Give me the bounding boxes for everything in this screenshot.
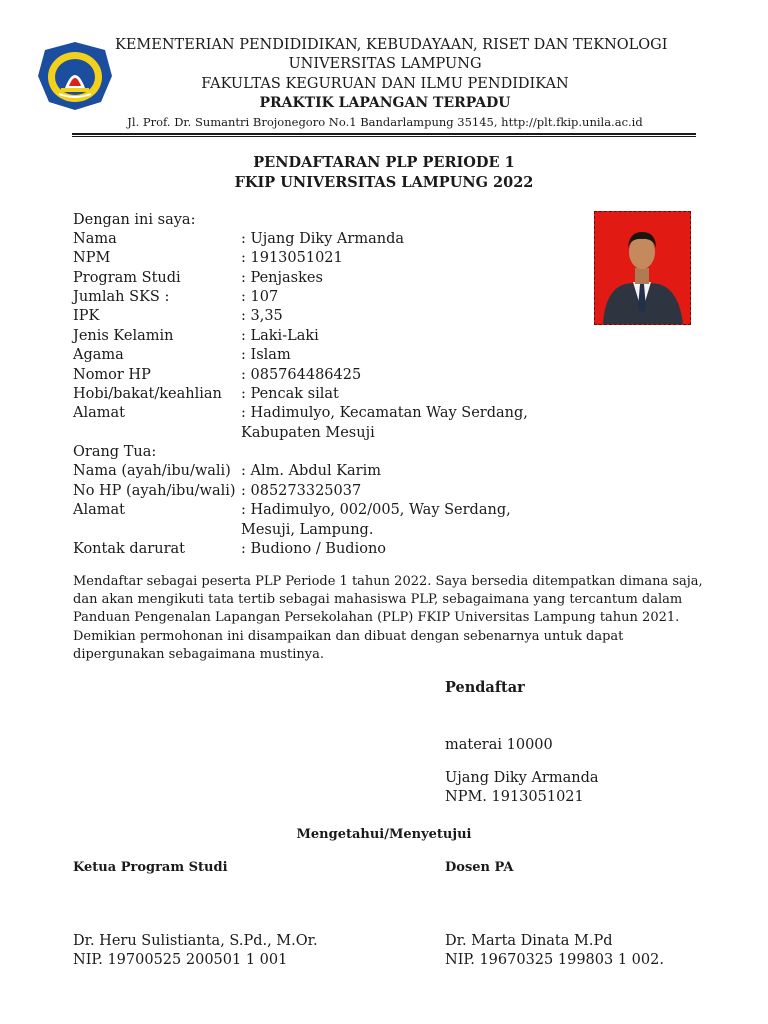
field-label-hobi: Hobi/bakat/keahlian — [73, 386, 222, 402]
university-name: UNIVERSITAS LAMPUNG — [288, 56, 482, 72]
faculty-name: FAKULTAS KEGURUAN DAN ILMU PENDIDIKAN — [201, 76, 569, 92]
advisor-title: Dosen PA — [445, 860, 514, 875]
field-label-jenis-kelamin: Jenis Kelamin — [73, 328, 174, 344]
field-label-ipk: IPK — [73, 308, 100, 324]
program-name: PRAKTIK LAPANGAN TERPADU — [259, 95, 511, 111]
field-label-agama: Agama — [73, 347, 124, 363]
statement-line: Mendaftar sebagai peserta PLP Periode 1 tahun 2022. Saya bersedia ditempatkan dimana saja, — [73, 574, 703, 589]
field-value-alamat-wali: : Hadimulyo, 002/005, Way Serdang, — [241, 502, 511, 518]
statement-line: Demikian permohonan ini disampaikan dan dibuat dengan sebenarnya untuk dapat — [73, 628, 624, 644]
stamp-duty-note: materai 10000 — [445, 737, 553, 753]
field-label-nama: Nama — [73, 231, 117, 247]
parents-heading: Orang Tua: — [73, 444, 157, 460]
field-label-program-studi: Program Studi — [73, 270, 181, 286]
field-label-sks: Jumlah SKS : — [73, 289, 170, 305]
statement-line: dipergunakan sebagaimana mustinya. — [73, 646, 325, 662]
statement-line: Panduan Pengenalan Lapangan Persekolahan (PLP) FKIP Universitas Lampung tahun 2021. — [73, 610, 680, 626]
head-of-program-name: Dr. Heru Sulistianta, S.Pd., M.Or. — [73, 933, 318, 949]
applicant-photo — [594, 211, 691, 325]
institution-address: Jl. Prof. Dr. Sumantri Brojonegoro No.1 Bandarlampung 35145, http://plt.fkip.unila.ac.id — [127, 115, 643, 129]
field-value-hp-wali: : 085273325037 — [241, 483, 362, 499]
applicant-name: Ujang Diky Armanda — [445, 770, 599, 786]
advisor-name: Dr. Marta Dinata M.Pd — [445, 933, 613, 949]
field-value-kontak-darurat: : Budiono / Budiono — [241, 541, 387, 557]
field-value-program-studi: : Penjaskes — [241, 270, 323, 286]
field-label-npm: NPM — [73, 250, 111, 266]
field-value-agama: : Islam — [241, 347, 291, 363]
header-divider-thin — [72, 136, 696, 137]
statement-line: dan akan mengikuti tata tertib sebagai mahasiswa PLP, sebagaimana yang tercantum dalam — [73, 592, 683, 608]
applicant-npm: NPM. 1913051021 — [445, 789, 584, 805]
field-label-nomor-hp: Nomor HP — [73, 367, 151, 383]
header-divider — [72, 133, 696, 135]
field-value-alamat-line2: Kabupaten Mesuji — [241, 425, 375, 441]
field-label-alamat: Alamat — [73, 405, 125, 421]
statement-paragraph — [73, 573, 713, 664]
field-label-nama-wali: Nama (ayah/ibu/wali) — [73, 463, 231, 479]
field-value-nama-wali: : Alm. Abdul Karim — [241, 463, 381, 479]
university-logo — [35, 40, 115, 112]
field-label-hp-wali: No HP (ayah/ibu/wali) — [73, 483, 236, 499]
intro-text: Dengan ini saya: — [73, 212, 196, 228]
field-value-npm: : 1913051021 — [241, 250, 343, 266]
field-value-nama: : Ujang Diky Armanda — [241, 231, 404, 247]
ministry-name: KEMENTERIAN PENDIDIDIKAN, KEBUDAYAAN, RISET DAN TEKNOLOGI — [115, 37, 668, 53]
advisor-nip: NIP. 19670325 199803 1 002. — [445, 952, 664, 968]
field-value-ipk: : 3,35 — [241, 308, 283, 324]
field-value-hobi: : Pencak silat — [241, 386, 339, 402]
applicant-heading: Pendaftar — [445, 679, 525, 696]
field-value-alamat-wali-line2: Mesuji, Lampung. — [241, 522, 374, 538]
field-value-nomor-hp: : 085764486425 — [241, 367, 362, 383]
field-label-kontak-darurat: Kontak darurat — [73, 541, 185, 557]
field-label-alamat-wali: Alamat — [73, 502, 125, 518]
document-title: PENDAFTARAN PLP PERIODE 1 — [253, 154, 515, 171]
head-of-program-nip: NIP. 19700525 200501 1 001 — [73, 952, 288, 968]
field-value-sks: : 107 — [241, 289, 279, 305]
field-value-alamat: : Hadimulyo, Kecamatan Way Serdang, — [241, 405, 528, 421]
document-subtitle: FKIP UNIVERSITAS LAMPUNG 2022 — [234, 174, 534, 191]
head-of-program-title: Ketua Program Studi — [73, 860, 228, 875]
approval-heading: Mengetahui/Menyetujui — [296, 827, 472, 842]
field-value-jenis-kelamin: : Laki-Laki — [241, 328, 319, 344]
